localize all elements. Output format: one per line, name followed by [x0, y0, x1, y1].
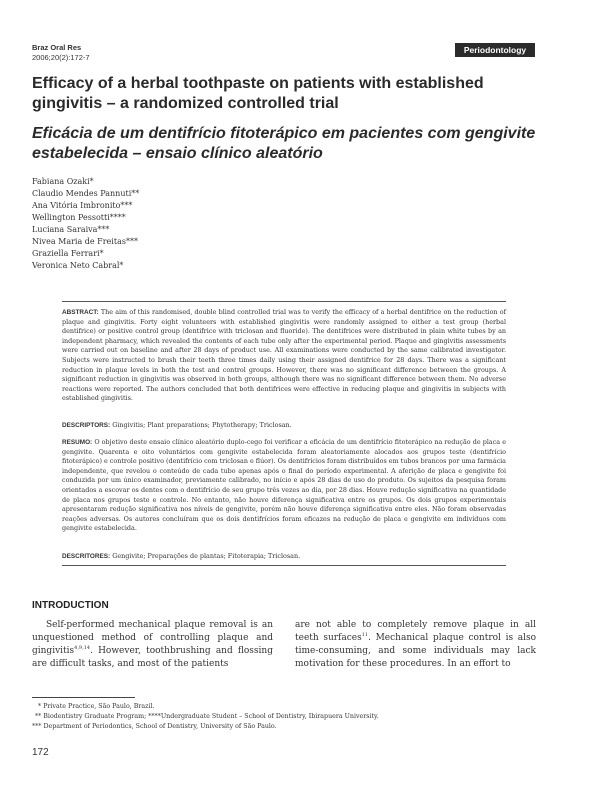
author: Claudio Mendes Pannuti** — [32, 189, 140, 198]
author: Luciana Saraiva*** — [32, 225, 110, 234]
title-portuguese: Eficácia de um dentifrício fitoterápico em pacientes com gengivite estabelecida – ensaio clínico aleatório — [32, 125, 536, 162]
descriptors-english — [62, 421, 506, 431]
author: Nivea Maria de Freitas*** — [32, 237, 138, 246]
body-text: Self-performed mechanical plaque removal is an unquestioned method of controlling plaque and gingivitis — [32, 620, 273, 656]
resumo-label: RESUMO: — [62, 439, 93, 446]
descriptors-label: DESCRIPTORS: — [62, 422, 111, 429]
footnote: * Private Practice, São Paulo, Brazil. — [38, 703, 155, 710]
body-text: . Mechanical plaque control is also time-consuming, and some individuals may lack motivation for these procedures. In an effort to — [295, 633, 536, 669]
author: Ana Vitória Imbronito*** — [32, 201, 133, 210]
descriptors-text: Gingivitis; Plant preparations; Phytotherapy; Triclosan. — [112, 421, 292, 429]
descritores-label: DESCRITORES: — [62, 553, 111, 560]
page-number: 172 — [32, 747, 49, 758]
body-text: are not able to completely remove plaque in all teeth surfaces — [295, 620, 536, 643]
footnotes — [32, 702, 379, 732]
abstract-label: ABSTRACT: — [62, 309, 99, 316]
abstract-bottom-divider — [62, 565, 506, 566]
abstract-top-divider — [62, 301, 506, 302]
author: Graziella Ferrari* — [32, 249, 104, 258]
body-text: . However, toothbrushing and flossing are difficult tasks, and most of the patients — [32, 646, 273, 669]
author: Veronica Neto Cabral* — [32, 261, 124, 270]
body-paragraph — [32, 619, 273, 671]
abstract-portuguese — [62, 438, 506, 534]
body-column-right — [295, 619, 536, 671]
author: Wellington Pessotti**** — [32, 213, 126, 222]
footnote: ** Biodentistry Graduate Program; ****Undergraduate Student – School of Dentistry, Ibirapuera University. — [35, 713, 379, 720]
body-paragraph — [295, 619, 536, 671]
footnote-divider — [32, 697, 135, 698]
footnote: *** Department of Periodontics, School of Dentistry, University of São Paulo. — [32, 723, 277, 730]
author: Fabiana Ozaki* — [32, 177, 94, 186]
author-list — [32, 176, 139, 272]
abstract-english — [62, 308, 506, 404]
journal-volume: 2006;20(2):172-7 — [32, 53, 90, 62]
body-column-left — [32, 619, 273, 671]
resumo-text: O objetivo deste ensaio clínico aleatório duplo-cego foi verificar a eficácia de um dentifrício fitoterápico na redução de placa e gengivite. Quarenta e oito voluntários com gengivite estabelecida foram aleatoriamente alocados aos grupos teste (dentifrício fitoterápico) e controle positivo (dentifrício com triclosan e flúor). Os dentifrícios foram distribuídos em tubos brancos por uma farmácia independente, que revelou o conteúdo de cada tubo apenas após o final do período experimental. A aferição de placa e gengivite foi conduzida por um único examinador, previamente calibrado, no início e após 28 dias de uso do produto. Os sujeitos da pesquisa foram orientados a escovar os dentes com o dentifrício de seu grupo três vezes ao dia, por 28 dias. Houve redução significativa na quantidade de placa nos grupos teste e controle. No entanto, não houve diferença significativa entre os grupos. Os dois grupos experimentais apresentaram redução significativa nos níveis de gengivite, porém não houve diferença significativa entre eles. Não foram observadas reações adversas. Os autores concluíram que os dois dentifrícios foram eficazes na redução de placa e gengivite em indivíduos com gengivite estabelecida. — [62, 438, 506, 533]
descritores-text: Gengivite; Preparações de plantas; Fitoterapia; Triclosan. — [112, 552, 301, 560]
section-badge: Periodontology — [455, 43, 535, 57]
abstract-text: The aim of this randomised, double blind controlled trial was to verify the efficacy of a herbal dentifrice on the reduction of plaque and gingivitis. Forty eight volunteers with established gingivitis were randomly assigned to either a test group (herbal dentifrice) or positive control group (dentifrice with triclosan and fluoride). The dentifrices were distributed in plain white tubes by an independent pharmacy, which revealed the contents of each tube only after the experimental period. Plaque and gingivitis assessments were carried out on baseline and after 28 days of product use. All examinations were conducted by the same calibrated investigator. Subjects were instructed to brush their teeth three times daily using their assigned dentifrice for 28 days. There was a significant reduction in plaque levels in both the test and control groups. However, there was no significant difference between the groups. A significant reduction in gingivitis was observed in both groups, although there was no significant difference between them. No adverse reactions were reported. The authors concluded that both dentifrices were effective in reducing plaque and gingivitis in subjects with established gingivitis. — [62, 308, 506, 403]
journal-name: Braz Oral Res — [32, 43, 82, 52]
journal-header — [32, 43, 90, 62]
citation: 11 — [361, 632, 369, 638]
descriptors-portuguese — [62, 552, 506, 562]
citation: 4,9,14 — [74, 645, 91, 651]
section-heading-introduction: INTRODUCTION — [32, 600, 109, 611]
title-english: Efficacy of a herbal toothpaste on patients with established gingivitis – a randomized controlled trial — [32, 75, 484, 112]
